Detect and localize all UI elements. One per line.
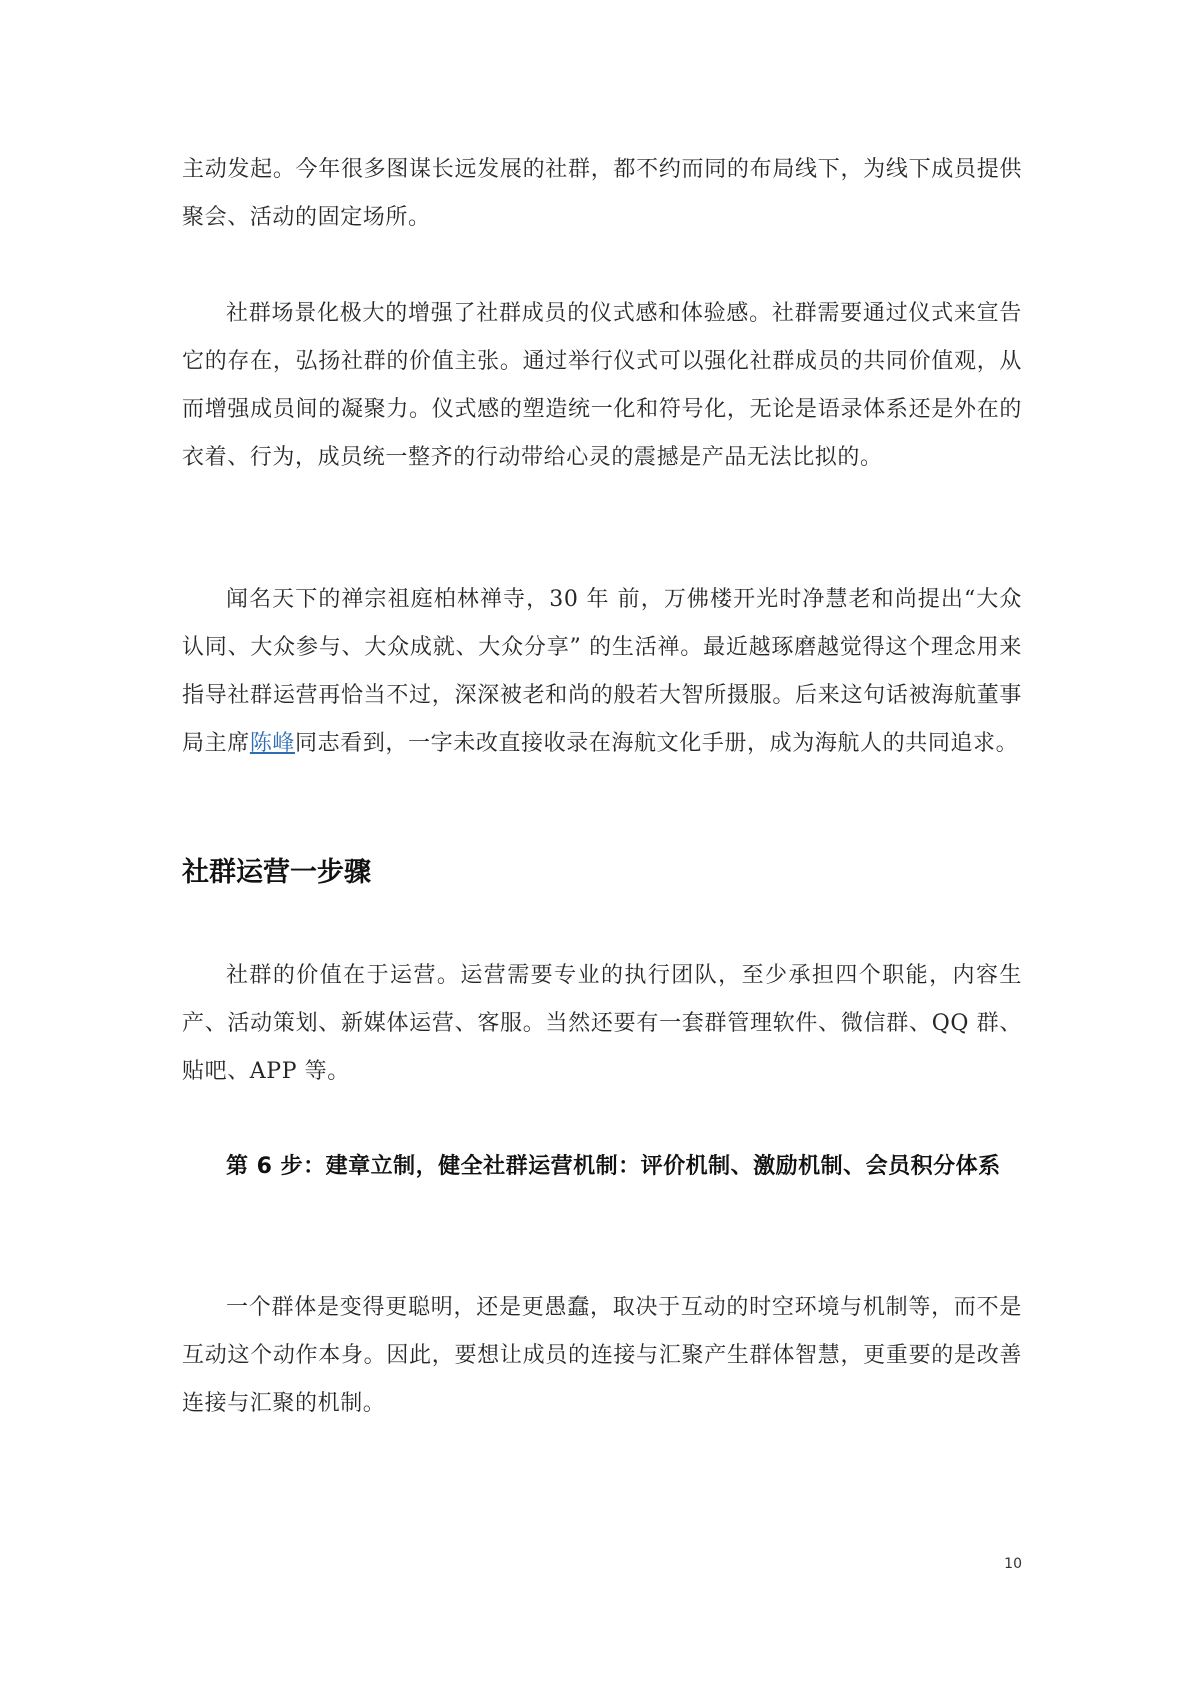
person-link-chen-feng[interactable]: 陈峰 [249, 731, 296, 756]
paragraph-group-wisdom: 一个群体是变得更聪明，还是更愚蠢，取决于互动的时空环境与机制等，而不是互动这个动作本身。因此，要想让成员的连接与汇聚产生群体智慧，更重要的是改善连接与汇聚的机制。 [182, 1295, 1022, 1416]
section-heading: 社群运营一步骤 [182, 857, 371, 888]
paragraph-operations-value: 社群的价值在于运营。运营需要专业的执行团队，至少承担四个职能，内容生产、活动策划、新媒体运营、客服。当然还要有一套群管理软件、微信群、QQ 群、贴吧、APP 等。 [182, 963, 1022, 1084]
paragraph-bailin-temple [182, 576, 1022, 768]
paragraph-offline-venues: 主动发起。今年很多图谋长远发展的社群，都不约而同的布局线下，为线下成员提供聚会、活动的固定场所。 [182, 157, 1022, 230]
paragraph-text-after-link: 同志看到，一字未改直接收录在海航文化手册，成为海航人的共同追求。 [295, 731, 1019, 756]
paragraph-text-before-link: 闻名天下的禅宗祖庭柏林禅寺，30 年 前，万佛楼开光时净慧老和尚提出“大众认同、大众参与、大众成就、大众分享” 的生活禅。最近越琢磨越觉得这个理念用来指导社群运营再恰当不过，深深被老和尚的般若大智所摄服。后来这句话被海航董事局主席 [182, 587, 1022, 756]
paragraph-ritual-sense: 社群场景化极大的增强了社群成员的仪式感和体验感。社群需要通过仪式来宣告它的存在，弘扬社群的价值主张。通过举行仪式可以强化社群成员的共同价值观，从而增强成员间的凝聚力。仪式感的塑造统一化和符号化，无论是语录体系还是外在的衣着、行为，成员统一整齐的行动带给心灵的震撼是产品无法比拟的。 [182, 301, 1022, 470]
step-6-heading: 第 6 步：建章立制，健全社群运营机制：评价机制、激励机制、会员积分体系 [226, 1154, 1001, 1179]
page-number: 10 [1004, 1556, 1022, 1572]
